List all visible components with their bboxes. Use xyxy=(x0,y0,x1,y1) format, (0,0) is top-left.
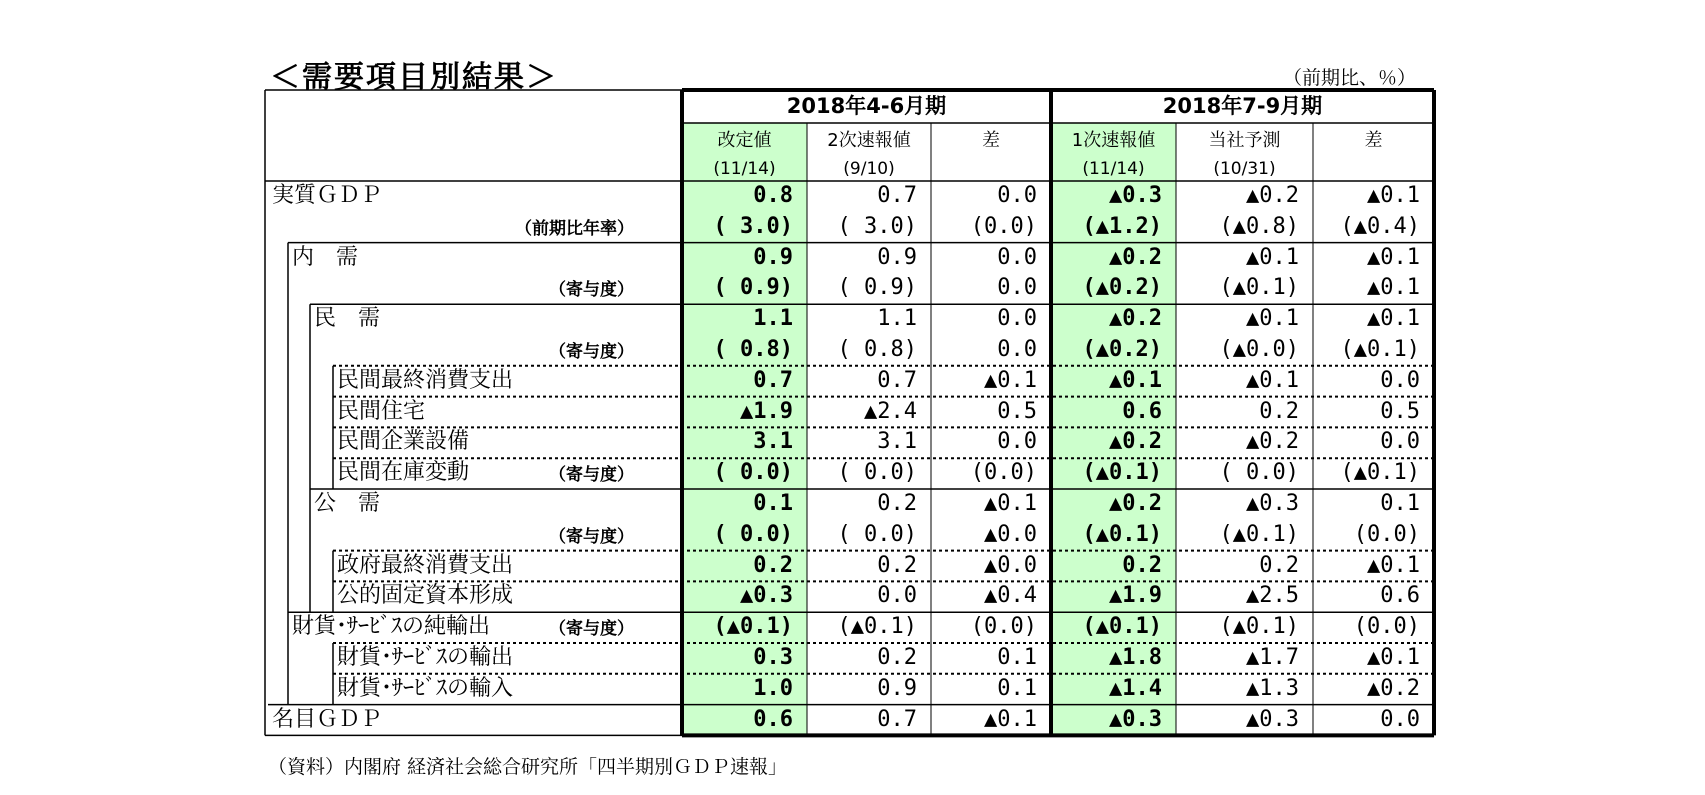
table-cell: ▲0.3 xyxy=(1109,706,1162,732)
row-label: 民間最終消費支出 xyxy=(337,367,514,393)
table-cell: ▲1.4 xyxy=(1109,675,1162,701)
column-subhead: (11/14) xyxy=(1082,159,1145,179)
row-label: 名目ＧＤＰ xyxy=(272,706,383,732)
table-cell: 3.1 xyxy=(753,429,793,455)
row-label: 民間住宅 xyxy=(337,398,426,424)
table-cell: 0.0 xyxy=(997,306,1037,332)
period-label: 2018年7-9月期 xyxy=(1162,94,1323,118)
table-cell: 0.6 xyxy=(753,706,793,732)
table-cell: (▲0.1) xyxy=(1340,337,1420,362)
table-cell: 0.1 xyxy=(753,491,793,516)
table-cell: 0.0 xyxy=(997,337,1037,362)
row-sublabel: （寄与度） xyxy=(549,526,634,547)
row-sublabel: （寄与度） xyxy=(549,619,634,640)
table-cell: ▲1.9 xyxy=(740,398,793,424)
row-sublabel: （寄与度） xyxy=(549,280,634,301)
table-cell: ▲0.1 xyxy=(1367,183,1420,208)
column-head: 改定値 xyxy=(717,130,772,151)
table-cell: 0.0 xyxy=(1380,706,1420,732)
table-cell: (▲1.2) xyxy=(1082,213,1162,239)
row-label: 財貨･ｻｰﾋﾞｽの輸入 xyxy=(337,675,514,701)
table-cell: 0.2 xyxy=(877,645,917,670)
table-cell: ( 0.8) xyxy=(837,337,917,362)
row-label: 民間企業設備 xyxy=(337,429,470,455)
table-cell: ▲1.9 xyxy=(1109,583,1162,609)
row-label: 公的固定資本形成 xyxy=(337,583,514,609)
table-cell: ▲2.5 xyxy=(1246,583,1299,609)
table-cell: 0.2 xyxy=(753,552,793,578)
table-cell: (▲0.1) xyxy=(1082,460,1162,486)
table-cell: 0.3 xyxy=(753,645,793,670)
table-cell: ▲0.1 xyxy=(1246,244,1299,270)
table-cell: (▲0.1) xyxy=(713,614,793,640)
table-cell: ( 0.0) xyxy=(837,521,917,547)
table-cell: 0.5 xyxy=(997,398,1037,424)
table-cell: (▲0.2) xyxy=(1082,337,1162,362)
column-head: 当社予測 xyxy=(1208,130,1281,151)
table-cell: 0.0 xyxy=(997,275,1037,301)
row-sublabel: （寄与度） xyxy=(549,342,634,362)
table-cell: 0.2 xyxy=(1259,552,1299,578)
table-cell: ▲0.1 xyxy=(1367,552,1420,578)
table-cell: 0.1 xyxy=(1380,491,1420,516)
table-cell: ▲2.4 xyxy=(864,398,917,424)
table-cell: ( 0.9) xyxy=(837,275,917,301)
row-label: 政府最終消費支出 xyxy=(337,552,514,578)
table-cell: (0.0) xyxy=(970,614,1037,640)
table-cell: ( 0.8) xyxy=(713,337,793,362)
table-cell: ▲0.2 xyxy=(1246,429,1299,455)
table-cell: (0.0) xyxy=(970,460,1037,486)
table-cell: (▲0.1) xyxy=(1082,614,1162,640)
row-label: 財貨･ｻｰﾋﾞｽの純輸出 xyxy=(292,614,491,640)
table-cell: ( 3.0) xyxy=(713,213,793,239)
table-cell: ▲0.2 xyxy=(1367,675,1420,701)
table-cell: ▲1.3 xyxy=(1246,675,1299,701)
table-cell: 0.7 xyxy=(877,706,917,732)
table-cell: 1.1 xyxy=(753,306,793,332)
table-cell: (0.0) xyxy=(1353,614,1420,640)
table-cell: 0.7 xyxy=(877,183,917,208)
table-cell: ▲0.1 xyxy=(1246,367,1299,393)
table-cell: 0.0 xyxy=(997,183,1037,208)
table-cell: ( 0.9) xyxy=(713,275,793,301)
table-cell: ▲0.1 xyxy=(1367,645,1420,670)
table-cell: ▲1.8 xyxy=(1109,645,1162,670)
table-cell: (▲0.8) xyxy=(1219,213,1299,239)
table-cell: 0.1 xyxy=(997,675,1037,701)
table-cell: 0.0 xyxy=(1380,367,1420,393)
table-cell: 0.0 xyxy=(997,429,1037,455)
table-cell: 0.7 xyxy=(877,367,917,393)
table-cell: ▲0.1 xyxy=(984,706,1037,732)
table-cell: 0.2 xyxy=(1259,398,1299,424)
table-cell: 0.6 xyxy=(1380,583,1420,609)
table-cell: ▲0.0 xyxy=(984,521,1037,547)
table-cell: 3.1 xyxy=(877,429,917,455)
table-cell: (▲0.2) xyxy=(1082,275,1162,301)
table-cell: ▲0.1 xyxy=(984,367,1037,393)
table-cell: ▲0.1 xyxy=(1367,306,1420,332)
table-cell: (0.0) xyxy=(970,213,1037,239)
table-cell: 0.0 xyxy=(1380,429,1420,455)
table-cell: ( 3.0) xyxy=(837,213,917,239)
table-cell: (▲0.1) xyxy=(1219,614,1299,640)
table-cell: 1.0 xyxy=(753,675,793,701)
row-label: 実質ＧＤＰ xyxy=(272,183,383,208)
column-head: 差 xyxy=(982,130,1000,151)
row-sublabel: （前期比年率） xyxy=(515,218,634,239)
table-cell: 1.1 xyxy=(877,306,917,332)
row-label: 民 需 xyxy=(314,306,381,332)
table-cell: 0.9 xyxy=(753,244,793,270)
table-cell: ▲0.2 xyxy=(1109,429,1162,455)
table-cell: (▲0.1) xyxy=(1340,460,1420,486)
table-cell: 0.9 xyxy=(877,675,917,701)
table-cell: ▲0.1 xyxy=(984,491,1037,516)
table-cell: ▲0.3 xyxy=(1109,183,1162,208)
source-note: （資料）内閣府 経済社会総合研究所「四半期別ＧＤＰ速報」 xyxy=(268,756,788,778)
column-subhead: (11/14) xyxy=(713,159,776,179)
table-cell: ▲0.3 xyxy=(1246,491,1299,516)
page-title: ＜需要項目別結果＞ xyxy=(270,60,558,95)
table-cell: ▲1.7 xyxy=(1246,645,1299,670)
row-label: 民間在庫変動 xyxy=(337,460,470,486)
table-cell: ▲0.1 xyxy=(1109,367,1162,393)
table-cell: 0.6 xyxy=(1122,398,1162,424)
column-subhead: (10/31) xyxy=(1213,159,1276,179)
table-cell: (▲0.1) xyxy=(1082,521,1162,547)
table-cell: ▲0.3 xyxy=(740,583,793,609)
table-cell: 0.1 xyxy=(997,645,1037,670)
row-label: 公 需 xyxy=(314,491,381,516)
table-cell: 0.7 xyxy=(753,367,793,393)
table-cell: ( 0.0) xyxy=(713,460,793,486)
table-cell: ▲0.1 xyxy=(1246,306,1299,332)
row-label: 財貨･ｻｰﾋﾞｽの輸出 xyxy=(337,645,514,670)
column-head: 2次速報値 xyxy=(827,130,911,151)
table-cell: ▲0.4 xyxy=(984,583,1037,609)
table-cell: (0.0) xyxy=(1353,521,1420,547)
table-cell: 0.2 xyxy=(1122,552,1162,578)
row-label: 内 需 xyxy=(292,244,359,270)
table-cell: (▲0.0) xyxy=(1219,337,1299,362)
table-cell: ( 0.0) xyxy=(1219,460,1299,486)
table-cell: ▲0.0 xyxy=(984,552,1037,578)
table-cell: 0.8 xyxy=(753,183,793,208)
table-cell: 0.2 xyxy=(877,552,917,578)
table-cell: ▲0.1 xyxy=(1367,275,1420,301)
column-head: 差 xyxy=(1364,130,1383,151)
column-subhead: (9/10) xyxy=(843,159,895,179)
column-head: 1次速報値 xyxy=(1071,130,1156,151)
table-cell: ▲0.3 xyxy=(1246,706,1299,732)
table-cell: ▲0.1 xyxy=(1367,244,1420,270)
table-cell: ▲0.2 xyxy=(1109,306,1162,332)
table-cell: 0.0 xyxy=(997,244,1037,270)
table-cell: ▲0.2 xyxy=(1109,244,1162,270)
row-sublabel: （寄与度） xyxy=(549,465,634,486)
table-cell: ( 0.0) xyxy=(713,521,793,547)
table-cell: ▲0.2 xyxy=(1246,183,1299,208)
table-cell: (▲0.4) xyxy=(1340,213,1420,239)
table-cell: 0.0 xyxy=(877,583,917,609)
table-cell: (▲0.1) xyxy=(1219,521,1299,547)
unit-note: （前期比、％） xyxy=(1283,67,1417,89)
period-label: 2018年4-6月期 xyxy=(786,94,947,118)
table-cell: 0.5 xyxy=(1380,398,1420,424)
table-cell: (▲0.1) xyxy=(837,614,917,640)
table-cell: (▲0.1) xyxy=(1219,275,1299,301)
table-cell: ( 0.0) xyxy=(837,460,917,486)
table-cell: 0.9 xyxy=(877,244,917,270)
table-cell: ▲0.2 xyxy=(1109,491,1162,516)
table-cell: 0.2 xyxy=(877,491,917,516)
